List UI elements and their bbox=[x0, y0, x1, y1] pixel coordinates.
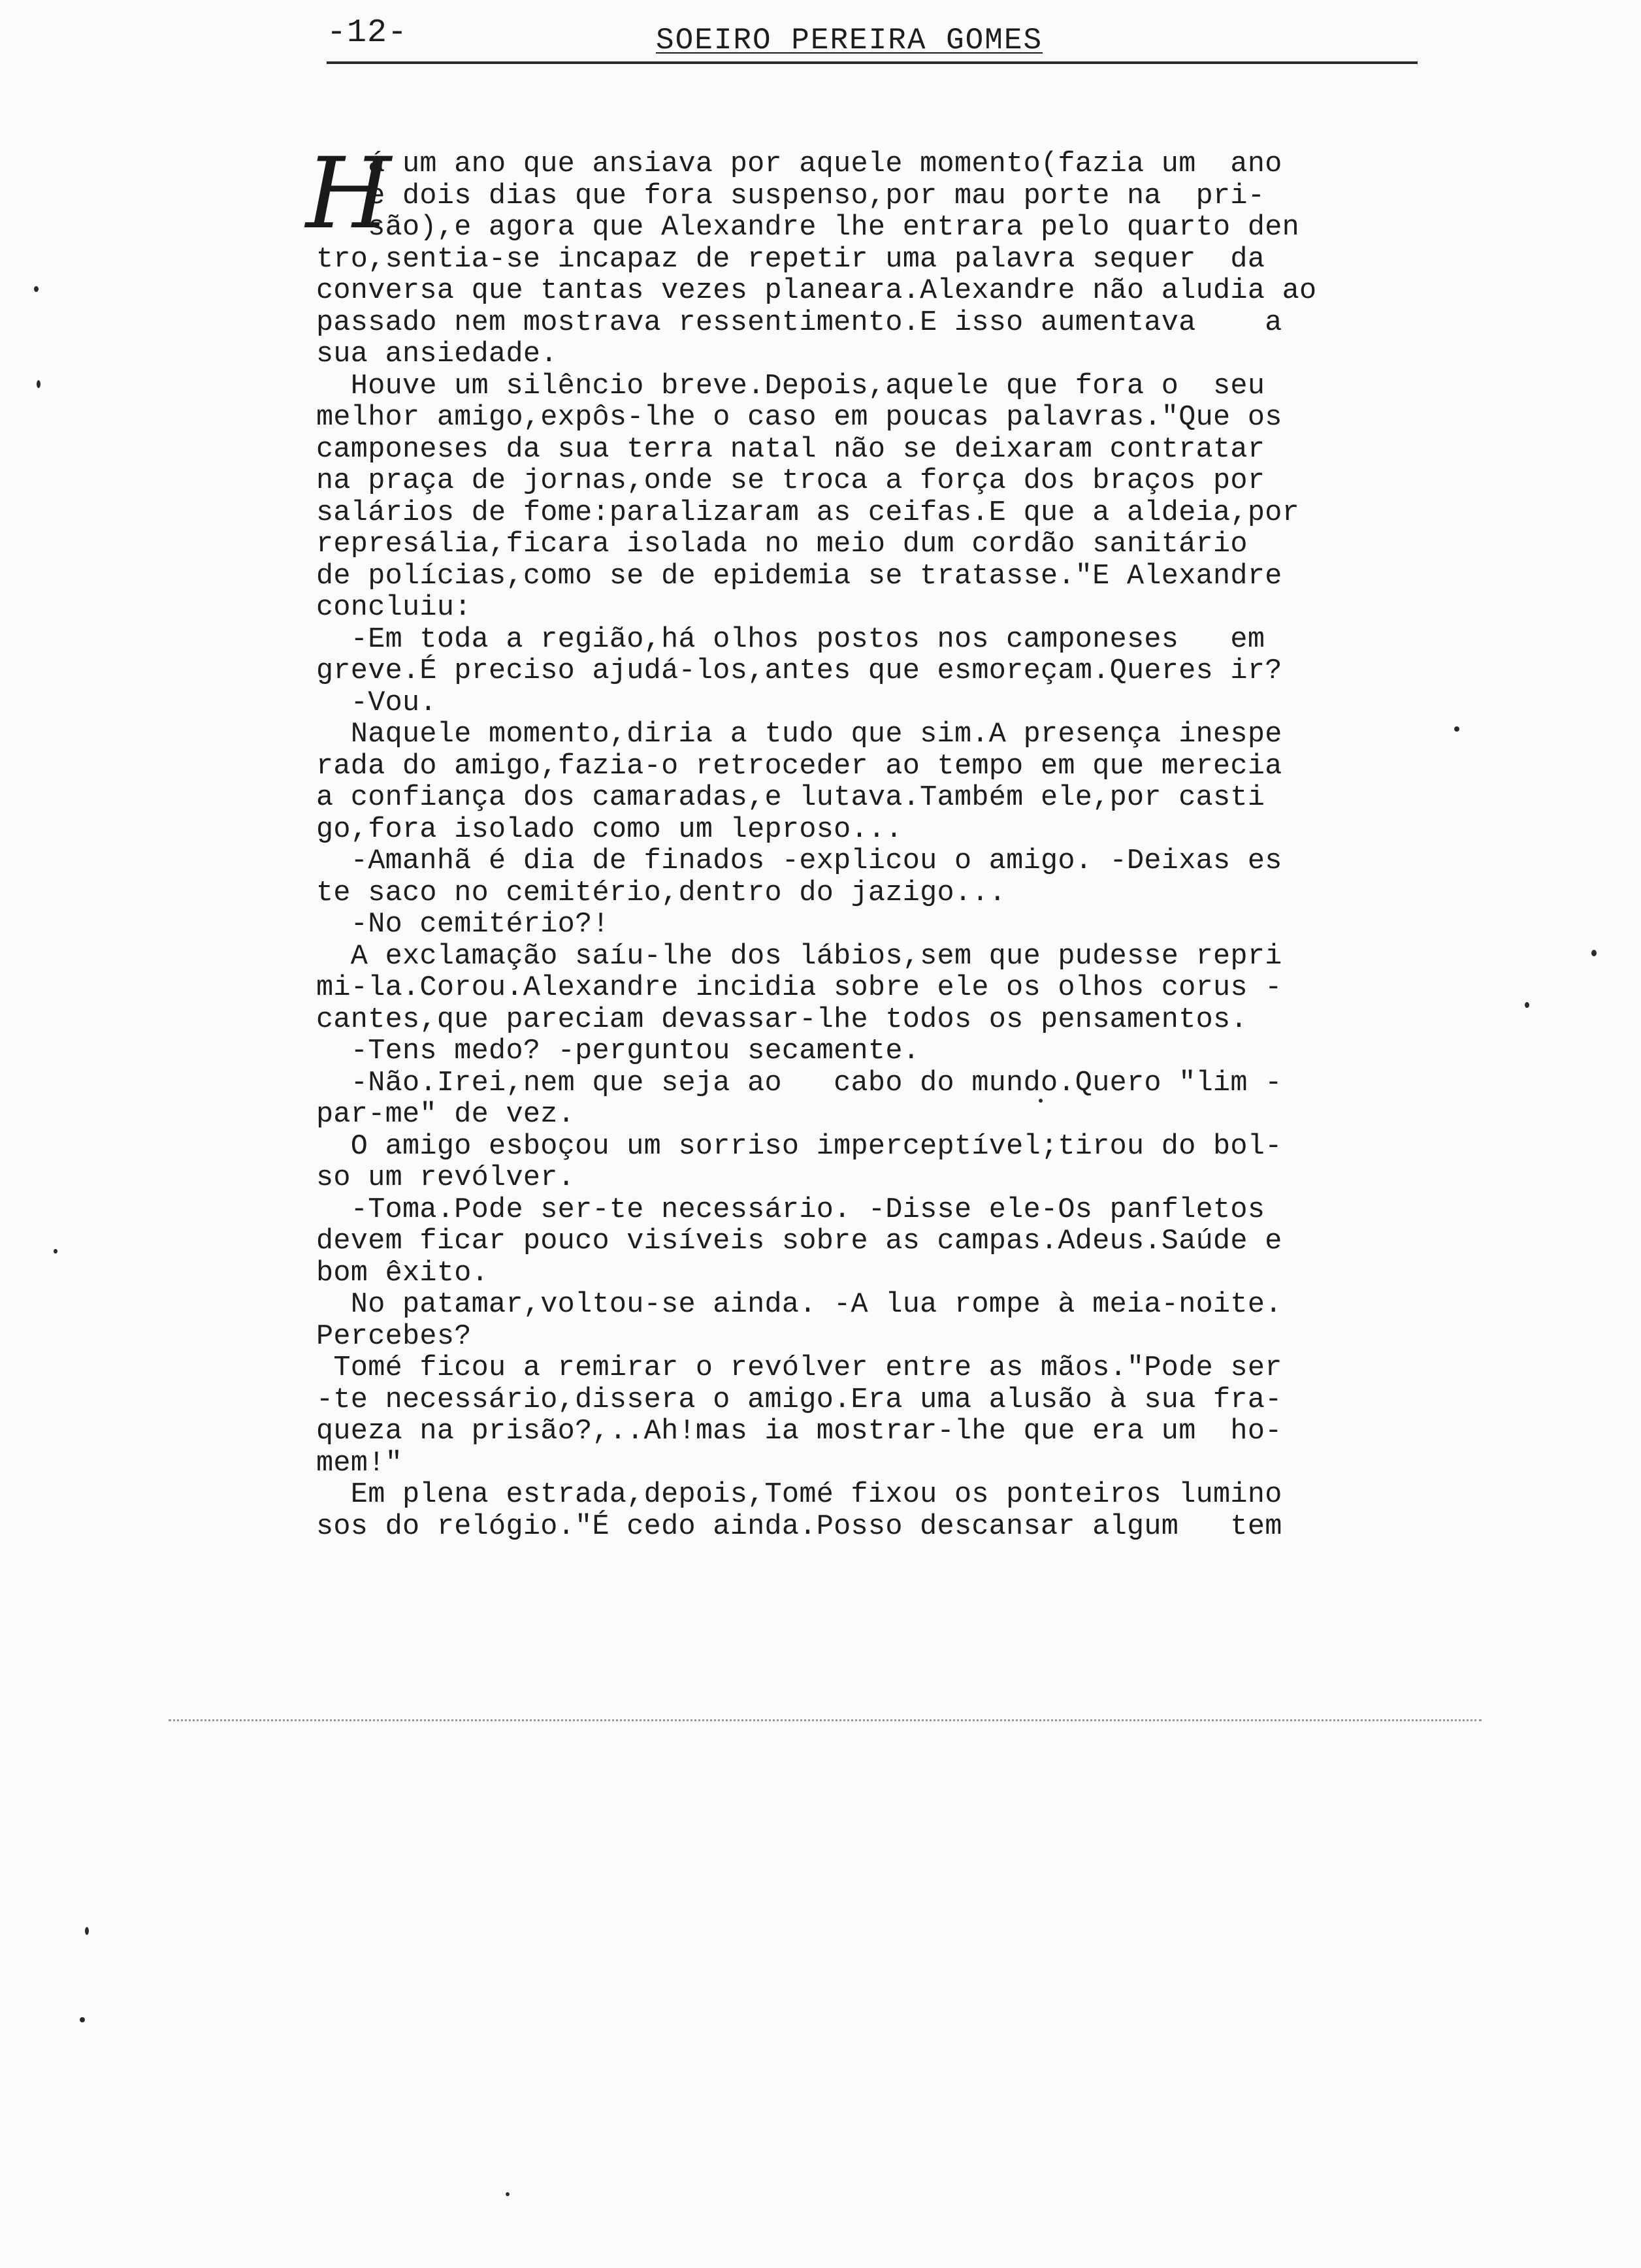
text-line: conversa que tantas vezes planeara.Alexandre não aludia ao bbox=[316, 275, 1317, 307]
text-line: e dois dias que fora suspenso,por mau porte na pri- bbox=[316, 180, 1265, 212]
scan-speck bbox=[54, 1249, 57, 1254]
text-line: salários de fome:paralizaram as ceifas.E que a aldeia,por bbox=[316, 496, 1300, 529]
text-line: Em plena estrada,depois,Tomé fixou os ponteiros lumino bbox=[316, 1479, 1282, 1511]
scan-speck bbox=[34, 286, 39, 292]
text-line: de polícias,como se de epidemia se tratasse."E Alexandre bbox=[316, 560, 1282, 592]
scan-speck bbox=[37, 380, 41, 388]
header-rule bbox=[327, 61, 1418, 64]
text-line: sos do relógio."É cedo ainda.Posso descansar algum tem bbox=[316, 1510, 1282, 1543]
text-line: devem ficar pouco visíveis sobre as campas.Adeus.Saúde e bbox=[316, 1225, 1282, 1257]
text-line: te saco no cemitério,dentro do jazigo... bbox=[316, 877, 1007, 909]
text-line: Naquele momento,diria a tudo que sim.A presença inespe bbox=[316, 719, 1282, 751]
text-line: camponeses da sua terra natal não se deixaram contratar bbox=[316, 433, 1265, 466]
text-line: -Amanhã é dia de finados -explicou o amigo. -Deixas es bbox=[316, 845, 1282, 877]
text-line: Houve um silêncio breve.Depois,aquele que fora o seu bbox=[316, 370, 1265, 402]
text-line: mem!" bbox=[316, 1447, 403, 1480]
scan-speck bbox=[1039, 1099, 1043, 1103]
text-line: -te necessário,dissera o amigo.Era uma alusão à sua fra- bbox=[316, 1384, 1282, 1416]
text-line: go,fora isolado como um leproso... bbox=[316, 813, 903, 846]
scan-speck bbox=[506, 2192, 510, 2196]
text-line: Tomé ficou a remirar o revólver entre as mãos."Pode ser bbox=[316, 1352, 1282, 1384]
text-line: queza na prisão?,..Ah!mas ia mostrar-lhe que era um ho- bbox=[316, 1416, 1282, 1448]
text-line: a confiança dos camaradas,e lutava.Também ele,por casti bbox=[316, 782, 1265, 814]
text-line: sua ansiedade. bbox=[316, 338, 558, 370]
drop-cap: H bbox=[306, 137, 391, 251]
text-line: -Tens medo? -perguntou secamente. bbox=[316, 1035, 920, 1067]
text-line: são),e agora que Alexandre lhe entrara pelo quarto den bbox=[316, 212, 1300, 244]
text-line: á um ano que ansiava por aquele momento(fazia um ano bbox=[316, 148, 1282, 180]
scan-speck bbox=[1591, 950, 1597, 956]
text-line: -Em toda a região,há olhos postos nos camponeses em bbox=[316, 623, 1265, 656]
text-line: melhor amigo,expôs-lhe o caso em poucas palavras."Que os bbox=[316, 402, 1282, 434]
text-line: No patamar,voltou-se ainda. -A lua rompe à meia-noite. bbox=[316, 1289, 1282, 1321]
text-line: -Vou. bbox=[316, 687, 437, 719]
scan-speck bbox=[85, 1927, 89, 1935]
bottom-rule bbox=[169, 1719, 1482, 1721]
text-line: A exclamação saíu-lhe dos lábios,sem que pudesse repri bbox=[316, 940, 1282, 973]
page-number: -12- bbox=[327, 14, 408, 52]
text-line: na praça de jornas,onde se troca a força dos braços por bbox=[316, 465, 1265, 497]
body-text bbox=[316, 149, 1427, 1543]
text-line: O amigo esboçou um sorriso imperceptível;tirou do bol- bbox=[316, 1130, 1282, 1163]
running-title: SOEIRO PEREIRA GOMES bbox=[656, 24, 1043, 57]
text-line: passado nem mostrava ressentimento.E isso aumentava a bbox=[316, 306, 1282, 339]
text-line: par-me" de vez. bbox=[316, 1099, 576, 1131]
text-line: tro,sentia-se incapaz de repetir uma palavra sequer da bbox=[316, 243, 1265, 276]
text-line: -Não.Irei,nem que seja ao cabo do mundo.Quero "lim - bbox=[316, 1067, 1282, 1099]
page-header bbox=[327, 14, 1418, 73]
text-line: greve.É preciso ajudá-los,antes que esmoreçam.Queres ir? bbox=[316, 655, 1282, 687]
text-line: cantes,que pareciam devassar-lhe todos os pensamentos. bbox=[316, 1003, 1248, 1036]
text-line: so um revólver. bbox=[316, 1162, 576, 1194]
text-line: concluiu: bbox=[316, 592, 472, 624]
text-line: rada do amigo,fazia-o retroceder ao tempo em que merecia bbox=[316, 750, 1282, 783]
scan-speck bbox=[80, 2017, 85, 2022]
text-line: Percebes? bbox=[316, 1320, 472, 1353]
text-line: -Toma.Pode ser-te necessário. -Disse ele-Os panfletos bbox=[316, 1193, 1265, 1226]
text-line: mi-la.Corou.Alexandre incidia sobre ele os olhos corus - bbox=[316, 972, 1282, 1004]
text-line: -No cemitério?! bbox=[316, 909, 609, 941]
scan-speck bbox=[1525, 1002, 1529, 1008]
text-line: bom êxito. bbox=[316, 1257, 489, 1289]
scan-speck bbox=[1454, 726, 1459, 732]
text-line: represália,ficara isolada no meio dum cordão sanitário bbox=[316, 528, 1248, 560]
